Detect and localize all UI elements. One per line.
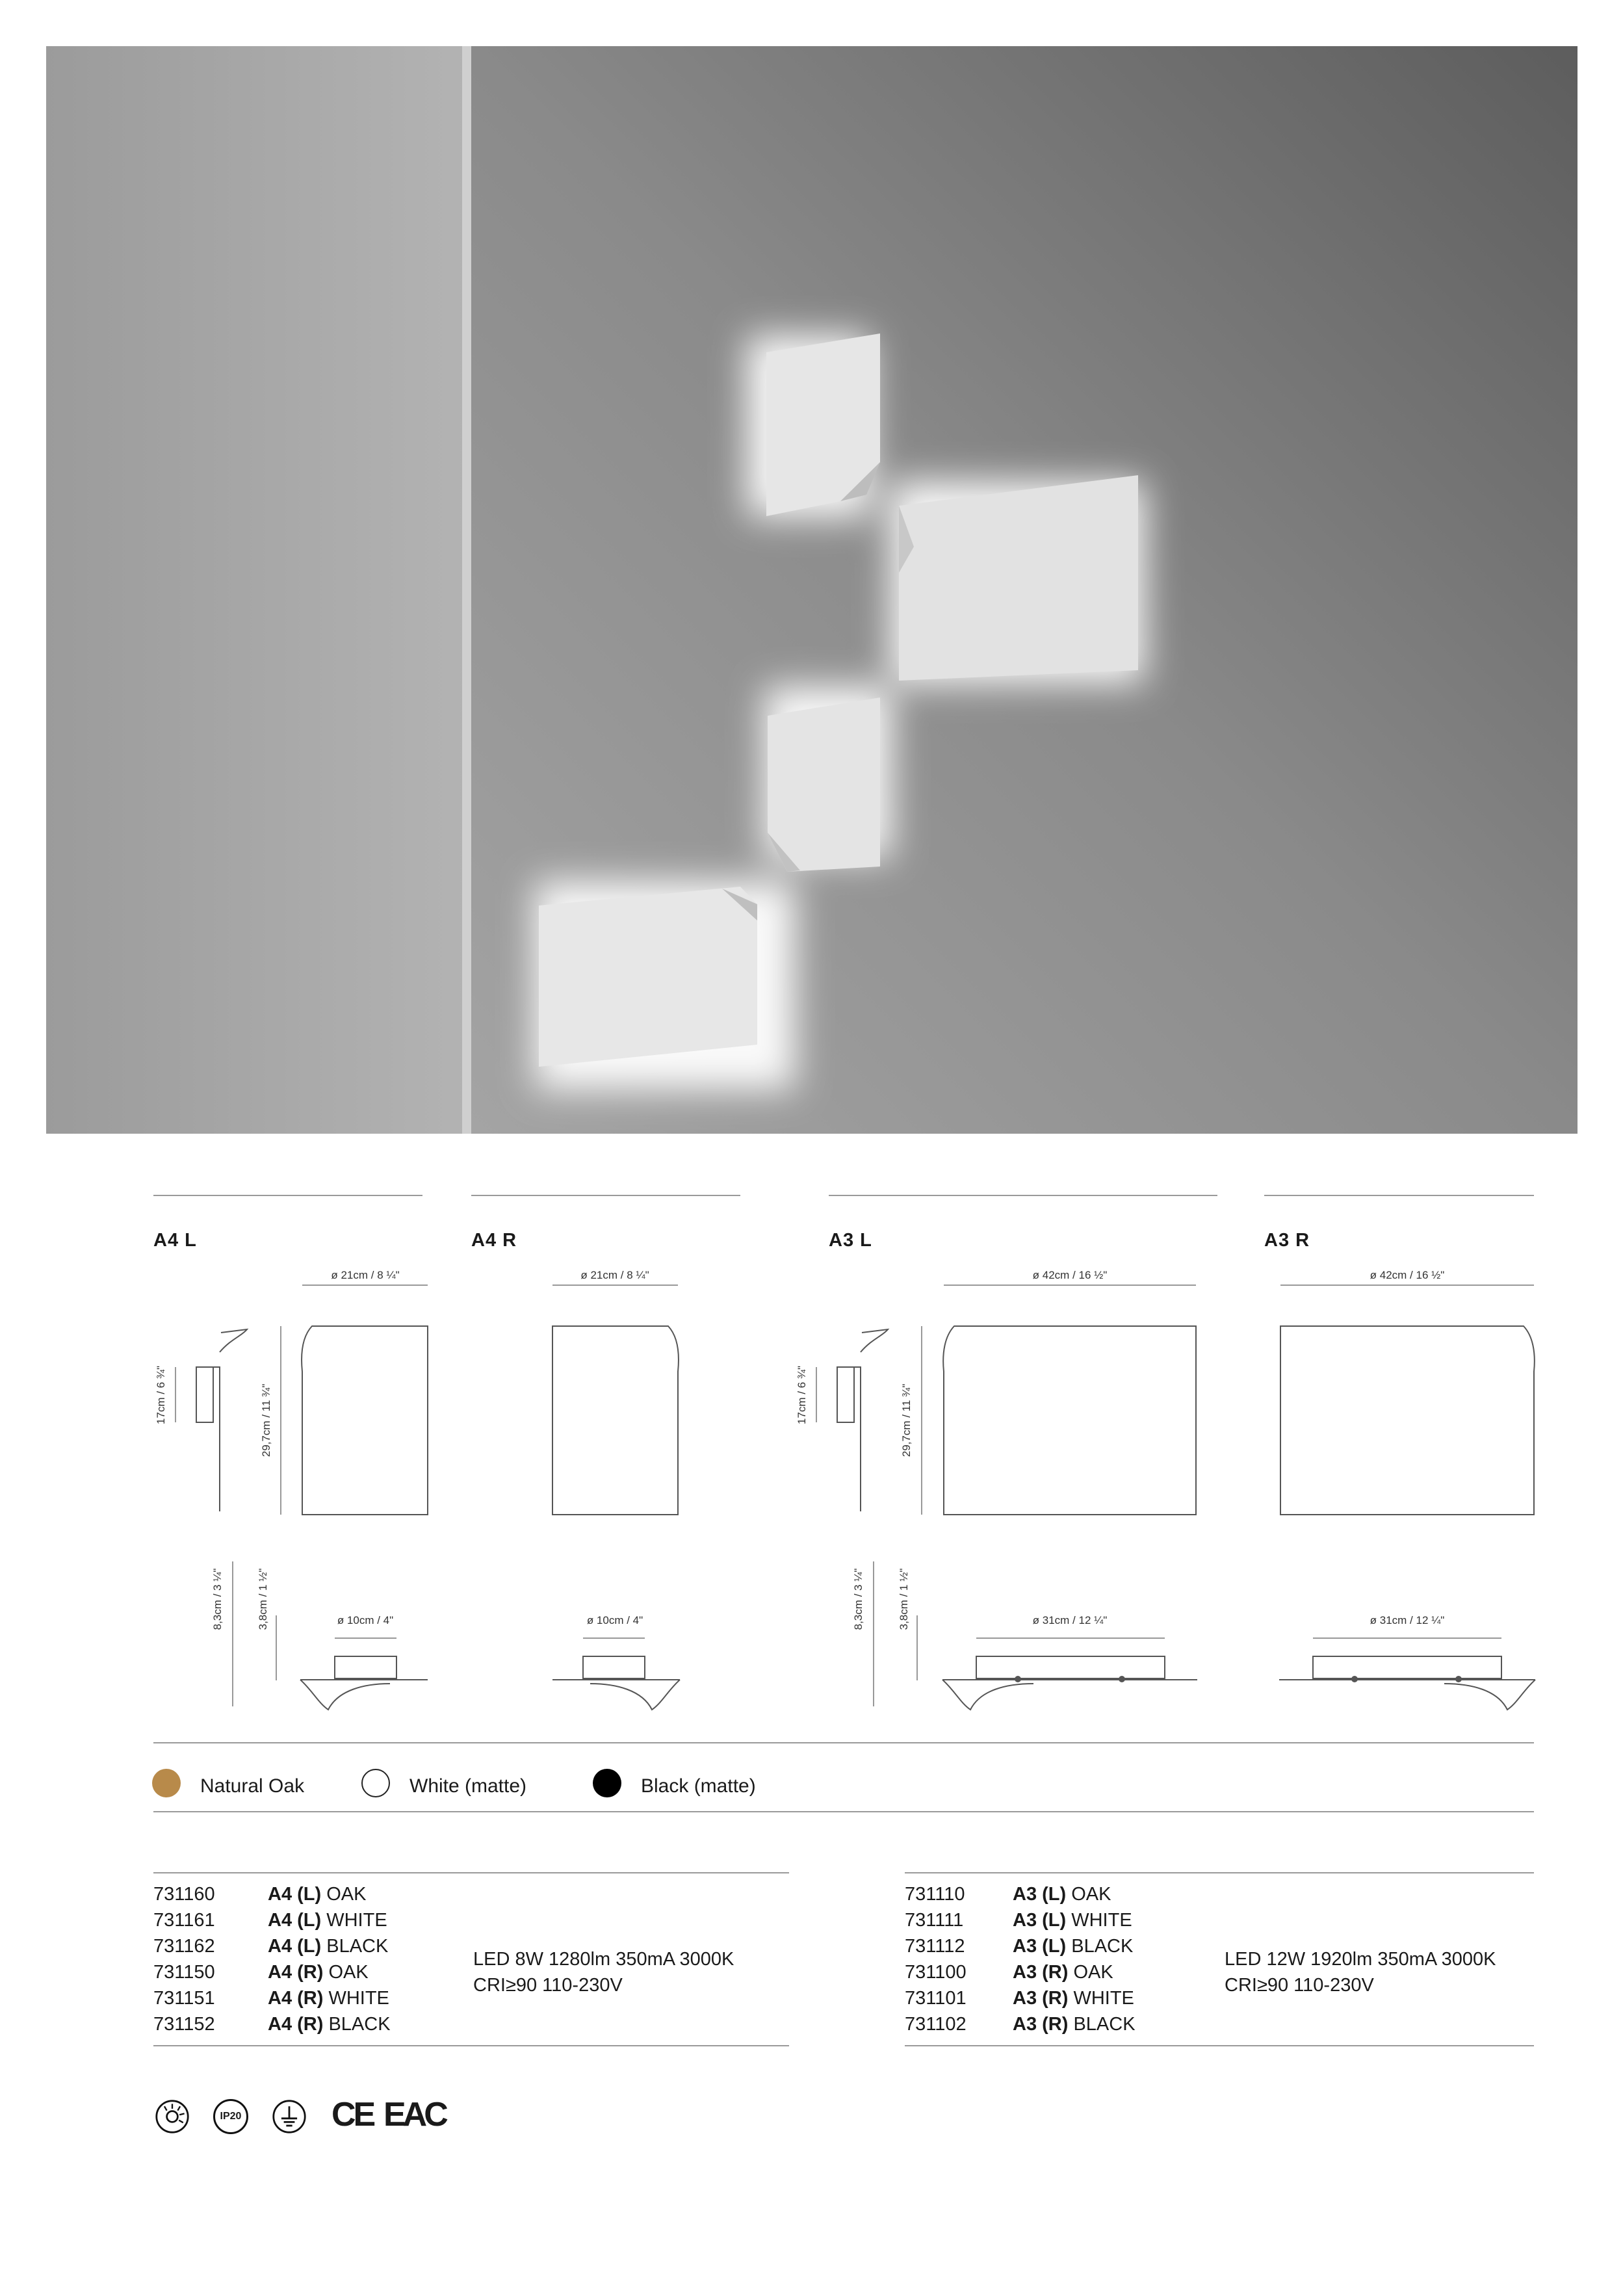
model-label-a3r: A3 R — [1264, 1230, 1310, 1251]
a4l-side-height-label: 17cm / 6 ¾" — [155, 1365, 167, 1425]
table-row: 731162 A4 (L) BLACK — [153, 1936, 389, 1957]
a4l-depth-total-label: 8,3cm / 3 ¼" — [211, 1568, 224, 1630]
divider-a4l — [153, 1195, 422, 1196]
a3l-front-view — [922, 1285, 1196, 1515]
a4l-side-view — [175, 1329, 247, 1511]
table-row: 731100 A3 (R) OAK — [905, 1962, 1113, 1983]
a3l-side-height-label: 17cm / 6 ¾" — [796, 1365, 808, 1425]
finish-swatch-oak — [152, 1769, 181, 1797]
a3r-front-view — [1280, 1285, 1535, 1515]
table-row: 731112 A3 (L) BLACK — [905, 1936, 1134, 1957]
a3l-width-label: ø 42cm / 16 ½" — [1032, 1269, 1108, 1281]
table-row: 731101 A3 (R) WHITE — [905, 1988, 1134, 2009]
ip-rating-label: IP20 — [220, 2111, 242, 2122]
ce-mark-icon: CE — [331, 2096, 374, 2133]
a3-spec-line1: LED 12W 1920lm 350mA 3000K — [1225, 1949, 1496, 1970]
product-photo — [46, 46, 1578, 1134]
table-row: 731110 A3 (L) OAK — [905, 1884, 1111, 1905]
finish-swatch-black — [593, 1769, 621, 1797]
a3l-depth-total-label: 8,3cm / 3 ¼" — [852, 1568, 864, 1630]
technical-drawings — [0, 1261, 1623, 1729]
model-label-a4l: A4 L — [153, 1230, 197, 1251]
dimmable-icon — [153, 2099, 191, 2134]
a3l-base-width-label: ø 31cm / 12 ¼" — [1032, 1614, 1108, 1626]
a3r-base-width-label: ø 31cm / 12 ¼" — [1370, 1614, 1445, 1626]
table-row: 731150 A4 (R) OAK — [153, 1962, 369, 1983]
a4-spec-line2: CRI≥90 110-230V — [473, 1975, 623, 1996]
finishes-top-rule — [153, 1742, 1534, 1743]
a4l-width-label: ø 21cm / 8 ¼" — [331, 1269, 400, 1281]
a4-spec — [473, 1946, 734, 1998]
earth-ground-icon — [270, 2099, 308, 2134]
a4l-depth-base-label: 3,8cm / 1 ½" — [257, 1568, 269, 1630]
a4-code-table — [153, 1881, 391, 2037]
a4r-base-width-label: ø 10cm / 4" — [586, 1614, 643, 1626]
finish-swatch-white — [361, 1769, 390, 1797]
a3-table-top-rule — [905, 1872, 1534, 1873]
table-row: 731111 A3 (L) WHITE — [905, 1910, 1132, 1931]
a4r-width-label: ø 21cm / 8 ¼" — [580, 1269, 649, 1281]
a3l-depth-base-label: 3,8cm / 1 ½" — [898, 1568, 910, 1630]
a4-spec-line1: LED 8W 1280lm 350mA 3000K — [473, 1949, 734, 1970]
a4r-top-view — [552, 1638, 680, 1710]
a3r-top-view — [1279, 1638, 1535, 1710]
a3l-front-height-label: 29,7cm / 11 ¾" — [900, 1383, 913, 1457]
model-label-a3l: A3 L — [829, 1230, 872, 1251]
a4r-front-view — [552, 1285, 679, 1515]
a3l-top-view — [874, 1561, 1197, 1710]
divider-a3l — [829, 1195, 1217, 1196]
a4l-front-view — [281, 1285, 428, 1515]
a3-table-bottom-rule — [905, 2045, 1534, 2046]
a4l-front-height-label: 29,7cm / 11 ¾" — [260, 1383, 272, 1457]
a3r-width-label: ø 42cm / 16 ½" — [1370, 1269, 1445, 1281]
a4-table-top-rule — [153, 1872, 789, 1873]
a3-spec — [1225, 1946, 1496, 1998]
finish-label-black: Black (matte) — [641, 1775, 756, 1797]
finishes-bottom-rule — [153, 1811, 1534, 1812]
a4-table-bottom-rule — [153, 2045, 789, 2046]
ip-rating-icon — [213, 2099, 248, 2134]
table-row: 731151 A4 (R) WHITE — [153, 1988, 389, 2009]
table-row: 731160 A4 (L) OAK — [153, 1884, 367, 1905]
a4l-base-width-label: ø 10cm / 4" — [337, 1614, 394, 1626]
table-row: 731102 A3 (R) BLACK — [905, 2014, 1136, 2035]
a3l-side-view — [816, 1329, 888, 1511]
divider-a4r — [471, 1195, 740, 1196]
a3-code-table — [905, 1881, 1136, 2037]
table-row: 731161 A4 (L) WHITE — [153, 1910, 387, 1931]
table-row: 731152 A4 (R) BLACK — [153, 2014, 391, 2035]
divider-a3r — [1264, 1195, 1534, 1196]
model-label-a4r: A4 R — [471, 1230, 517, 1251]
finish-label-oak: Natural Oak — [200, 1775, 305, 1797]
finish-label-white: White (matte) — [409, 1775, 527, 1797]
eac-mark-icon: EAC — [383, 2096, 445, 2133]
a3-spec-line2: CRI≥90 110-230V — [1225, 1975, 1374, 1996]
